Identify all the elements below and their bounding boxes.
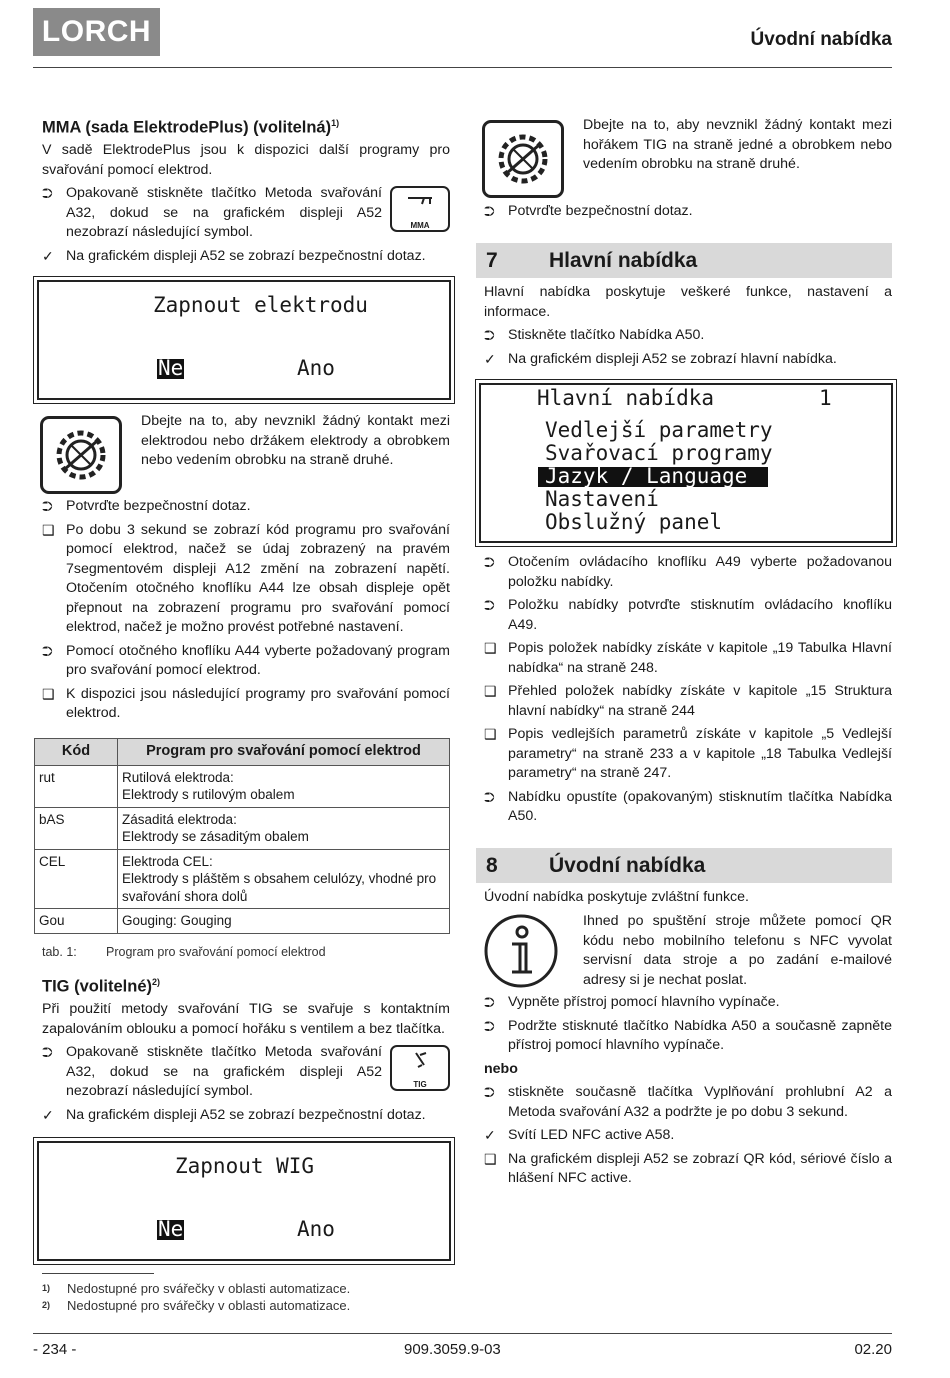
chapter-8-result: ✓ Svítí LED NFC active A58.	[484, 1127, 675, 1143]
tig-method-icon: TIG	[390, 1045, 450, 1091]
chapter-7-step-2: ⮊ Otočením ovládacího knoflíku A49 vyberte požadovanou položku nabídky.	[484, 554, 892, 590]
document-number: 909.3059.9-03	[404, 1341, 501, 1358]
table-caption-text: Program pro svařování pomocí elektrod	[106, 945, 326, 959]
mma-heading: MMA (sada ElektrodePlus) (volitelná)$^{1)}$	[42, 118, 340, 137]
warning-gear-icon	[40, 416, 122, 494]
chapter-8-body	[484, 993, 892, 1189]
lorch-logo: LORCH	[33, 8, 160, 56]
mma-step-1: ⮊ Opakovaně stiskněte tlačítko Metoda svařování A32, dokud se na grafickém displeji A52 nezobrazí následující symbol.	[42, 185, 382, 240]
chapter-7-note-3: ❑ Popis vedlejších parametrů získáte v kapitole „5 Vedlejší parametry“ na straně 233 a v kapitole „18 Tabulka Vedlejší parametry“ na straně 247.	[484, 726, 892, 781]
tig-result: ✓ Na grafickém displeji A52 se zobrazí bezpečnostní dotaz.	[42, 1106, 426, 1123]
chapter-7-step-4: ⮊ Nabídku opustíte (opakovaným) stisknutím tlačítka Nabídka A50.	[484, 788, 892, 824]
footnote-divider	[42, 1273, 154, 1274]
program-table	[34, 738, 450, 934]
table-row: CEL Elektroda CEL: Elektrody s pláštěm s obsahem celulózy, vhodné pro svařování shora dolů	[35, 849, 450, 909]
chapter-8-intro: Úvodní nabídka poskytuje zvláštní funkce.	[484, 889, 749, 905]
lcd-page-number: 1	[819, 386, 832, 410]
lcd-menu-item-selected: Jazyk / Language	[538, 467, 768, 487]
footer-divider	[33, 1333, 892, 1334]
lcd-main-menu	[479, 383, 893, 543]
confirm-step-1: ⮊ Potvrďte bezpečnostní dotaz.	[42, 498, 251, 514]
chapter-8-note: ❑ Na grafickém displeji A52 se zobrazí QR kód, sériové číslo a hlášení NFC active.	[484, 1150, 892, 1186]
page-number: - 234 -	[33, 1341, 77, 1358]
lcd-option-no: Ne	[158, 1217, 184, 1241]
left-column	[42, 114, 450, 266]
left-column-2	[42, 497, 450, 724]
lcd-menu-item: Vedlejší parametry	[545, 418, 773, 442]
chapter-8-step-1: ⮊ Vypněte přístroj pomocí hlavního vypínače.	[484, 994, 780, 1010]
confirm-step-2: ⮊ Potvrďte bezpečnostní dotaz.	[484, 203, 693, 219]
chapter-7-result: ✓ Na grafickém displeji A52 se zobrazí hlavní nabídka.	[484, 350, 837, 367]
mma-result: ✓ Na grafickém displeji A52 se zobrazí bezpečnostní dotaz.	[42, 247, 426, 264]
table-row: bAS Zásaditá elektroda: Elektrody se zásaditým obalem	[35, 807, 450, 849]
chapter-8-step-2: ⮊ Podržte stisknuté tlačítko Nabídka A50 a současně zapněte přístroj pomocí hlavního vypínače.	[484, 1017, 892, 1053]
table-header-code: Kód	[35, 739, 118, 766]
chapter-7-body	[484, 283, 892, 369]
chapter-7-body-2	[484, 553, 892, 827]
lcd-option-no: Ne	[158, 356, 184, 380]
table-caption-number: tab. 1:	[42, 945, 77, 959]
warning-text-2: Dbejte na to, aby nevznikl žádný kontakt mezi hořákem TIG na straně jedné a obrobkem nebo vedením obrobku na straně druhé.	[583, 117, 892, 172]
tig-heading: TIG (volitelné)$^{2)}$	[42, 977, 161, 996]
table-row: Gou Gouging: Gouging	[35, 909, 450, 934]
lcd-zapnout-wig	[37, 1141, 451, 1261]
note-program-code: ❑ Po dobu 3 sekund se zobrazí kód programu pro svařování pomocí elektrod, načež se údaj zobrazený na pravém 7segmentovém displeji A12 změní na zobrazení napětí. Otočením otočného knoflíku A44 lze obsah displeje opět přepnout na zobrazení programu pro svařování pomocí elektrod, načež je možno provést potřebné nastavení.	[42, 521, 450, 635]
table-header-program: Program pro svařování pomocí elektrod	[118, 739, 450, 766]
tig-intro: Při použití metody svařování TIG se svařuje s kontaktním zapalováním oblouku a pomocí hořáku s ventilem a bez tlačítka.	[42, 1001, 450, 1037]
or-label: nebo	[484, 1060, 518, 1077]
chapter-7-step-3: ⮊ Položku nabídky potvrďte stisknutím ovládacího knoflíku A49.	[484, 597, 892, 633]
mma-intro: V sadě ElektrodePlus jsou k dispozici další programy pro svařování pomocí elektrod.	[42, 142, 450, 178]
chapter-7-step-1: ⮊ Stiskněte tlačítko Nabídka A50.	[484, 327, 705, 343]
chapter-8-step-3: ⮊ stiskněte současně tlačítka Vyplňování prohlubní A2 a Metoda svařování A32 a podržte je po dobu 3 sekund.	[484, 1084, 892, 1120]
chapter-7-note-1: ❑ Popis položek nabídky získáte v kapitole „19 Tabulka Hlavní nabídka“ na straně 248.	[484, 640, 892, 676]
tig-step-1: ⮊ Opakovaně stiskněte tlačítko Metoda svařování A32, dokud se na grafickém displeji A52 nezobrazí následující symbol.	[42, 1044, 382, 1099]
chapter-7-note-2: ❑ Přehled položek nabídky získáte v kapitole „15 Struktura hlavní nabídky“ na straně 244	[484, 683, 892, 719]
chapter-8-heading: 8 Úvodní nabídka	[476, 848, 892, 883]
lcd-title: Zapnout elektrodu	[153, 293, 368, 317]
page-header-title: Úvodní nabídka	[750, 29, 892, 50]
chapter-7-heading: 7 Hlavní nabídka	[476, 243, 892, 278]
warning-gear-icon	[482, 120, 564, 198]
info-text: Ihned po spuštění stroje můžete pomocí QR kódu nebo mobilního telefonu s NFC vyvolat servisní data stroje a po zadání e-mailové adresy si je nechat poslat.	[583, 913, 892, 988]
lcd-menu-item: Nastavení	[545, 487, 659, 511]
lcd-title: Zapnout WIG	[175, 1154, 315, 1178]
lcd-title: Hlavní nabídka	[537, 386, 715, 410]
document-date: 02.20	[854, 1341, 892, 1358]
warning-text-1: Dbejte na to, aby nevznikl žádný kontakt mezi elektrodou nebo držákem elektrody a obrobkem nebo vedením obrobku na straně druhé.	[141, 413, 450, 468]
chapter-7-intro: Hlavní nabídka poskytuje veškeré funkce, nastavení a informace.	[484, 284, 892, 320]
lcd-zapnout-elektrodu	[37, 280, 451, 400]
table-row: rut Rutilová elektroda: Elektrody s rutilovým obalem	[35, 765, 450, 807]
step-select-program: ⮊ Pomocí otočného knoflíku A44 vyberte požadovaný program pro svařování pomocí elektrod.	[42, 642, 450, 678]
mma-method-icon: MMA	[390, 186, 450, 232]
note-programs-available: ❑ K dispozici jsou následující programy pro svařování pomocí elektrod.	[42, 685, 450, 721]
tig-section	[42, 973, 450, 1125]
lcd-option-yes: Ano	[297, 1217, 335, 1241]
lcd-menu-item: Obslužný panel	[545, 510, 723, 534]
lcd-option-yes: Ano	[297, 356, 335, 380]
info-icon	[482, 912, 560, 990]
header-divider	[33, 67, 892, 68]
lcd-menu-item: Svařovací programy	[545, 441, 773, 465]
